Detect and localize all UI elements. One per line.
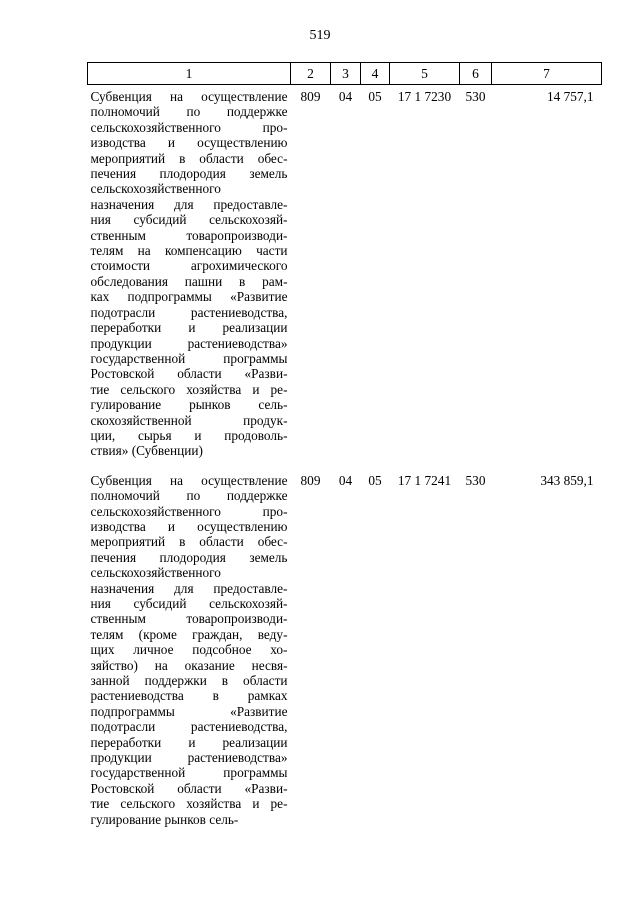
target-article-code: 17 1 7230	[397, 89, 452, 104]
description-line: назначения для предоставле-	[90, 196, 288, 212]
column-header-2: 2	[291, 63, 331, 85]
description-line: ственным товаропроизводи-	[90, 611, 288, 627]
budget-table	[87, 62, 602, 837]
description-line: Субвенция на осуществление	[90, 89, 288, 104]
description-line: государственной программы	[90, 765, 288, 781]
column-header-7: 7	[492, 63, 602, 85]
row-description	[88, 85, 291, 469]
table-header-row	[88, 63, 602, 85]
description-line: щих личное подсобное хо-	[90, 642, 288, 658]
description-line: ния субсидий сельскохозяй-	[90, 596, 288, 611]
table-row	[88, 469, 602, 837]
description-line: скохозяйственной продук-	[90, 412, 288, 428]
table-row	[88, 85, 602, 469]
ministry-code: 809	[300, 89, 321, 104]
description-line: продукции растениеводства»	[90, 750, 288, 766]
description-line: занной поддержки в области	[90, 673, 288, 689]
subsection-code: 05	[368, 472, 382, 488]
description-line: сельскохозяйственного	[90, 181, 221, 197]
description-line: подотрасли растениеводства,	[90, 304, 288, 320]
description-line: стоимости агрохимического	[90, 258, 288, 274]
description-line: печения плодородия земель	[90, 166, 288, 182]
description-line: полномочий по поддержке	[90, 104, 288, 120]
description-line: сельскохозяйственного про-	[90, 119, 288, 135]
description-line: сельскохозяйственного про-	[90, 503, 288, 519]
description-line: зяйство) на оказание несвя-	[90, 657, 288, 673]
description-line: подотрасли растениеводства,	[90, 719, 288, 735]
description-line: телям (кроме граждан, веду-	[90, 626, 288, 642]
description-line: мероприятий в области обес-	[90, 534, 288, 550]
section-code: 04	[338, 472, 353, 488]
description-line: ствия» (Субвенции)	[90, 443, 203, 459]
description-line: печения плодородия земель	[90, 549, 288, 565]
description-line: тие сельского хозяйства и ре-	[90, 796, 288, 812]
description-line: изводства и осуществлению	[90, 518, 288, 534]
description-line: переработки и реализации	[90, 734, 288, 750]
ministry-code: 809	[300, 472, 321, 488]
description-line: полномочий по поддержке	[90, 488, 288, 504]
column-header-1: 1	[88, 63, 291, 85]
description-line: гулирование рынков сель-	[90, 811, 239, 827]
amount-value: 343 859,1	[540, 472, 594, 488]
description-line: продукции растениеводства»	[90, 335, 288, 351]
column-header-3: 3	[331, 63, 361, 85]
description-line: ственным товаропроизводи-	[90, 227, 288, 243]
description-line: гулирование рынков сель-	[90, 397, 288, 413]
description-line: Ростовской области «Разви-	[90, 780, 288, 796]
description-line: обследования пашни в рам-	[90, 273, 288, 289]
description-line: государственной программы	[90, 350, 288, 366]
description-line: сельскохозяйственного	[90, 565, 221, 581]
description-line: Субвенция на осуществление	[90, 472, 288, 488]
description-line: подпрограммы «Развитие	[90, 703, 288, 719]
expense-type-code: 530	[465, 89, 486, 104]
target-article-code: 17 1 7241	[397, 472, 452, 488]
page-number: 519	[309, 28, 331, 43]
description-line: растениеводства в рамках	[90, 688, 288, 704]
description-line: тие сельского хозяйства и ре-	[90, 381, 288, 397]
description-line: ния субсидий сельскохозяй-	[90, 212, 288, 228]
description-line: переработки и реализации	[90, 320, 288, 336]
description-line: Ростовской области «Разви-	[90, 366, 288, 382]
description-line: ках подпрограммы «Развитие	[90, 289, 288, 305]
description-line: назначения для предоставле-	[90, 580, 288, 596]
expense-type-code: 530	[465, 472, 486, 488]
description-line: изводства и осуществлению	[90, 135, 288, 151]
column-header-5: 5	[390, 63, 460, 85]
column-header-6: 6	[460, 63, 492, 85]
subsection-code: 05	[368, 89, 382, 104]
description-line: телям на компенсацию части	[90, 243, 288, 259]
description-line: мероприятий в области обес-	[90, 150, 288, 166]
row-description	[88, 469, 291, 837]
description-line: ции, сырья и продоволь-	[90, 427, 288, 443]
section-code: 04	[338, 89, 353, 104]
column-header-4: 4	[361, 63, 390, 85]
amount-value: 14 757,1	[546, 89, 594, 104]
